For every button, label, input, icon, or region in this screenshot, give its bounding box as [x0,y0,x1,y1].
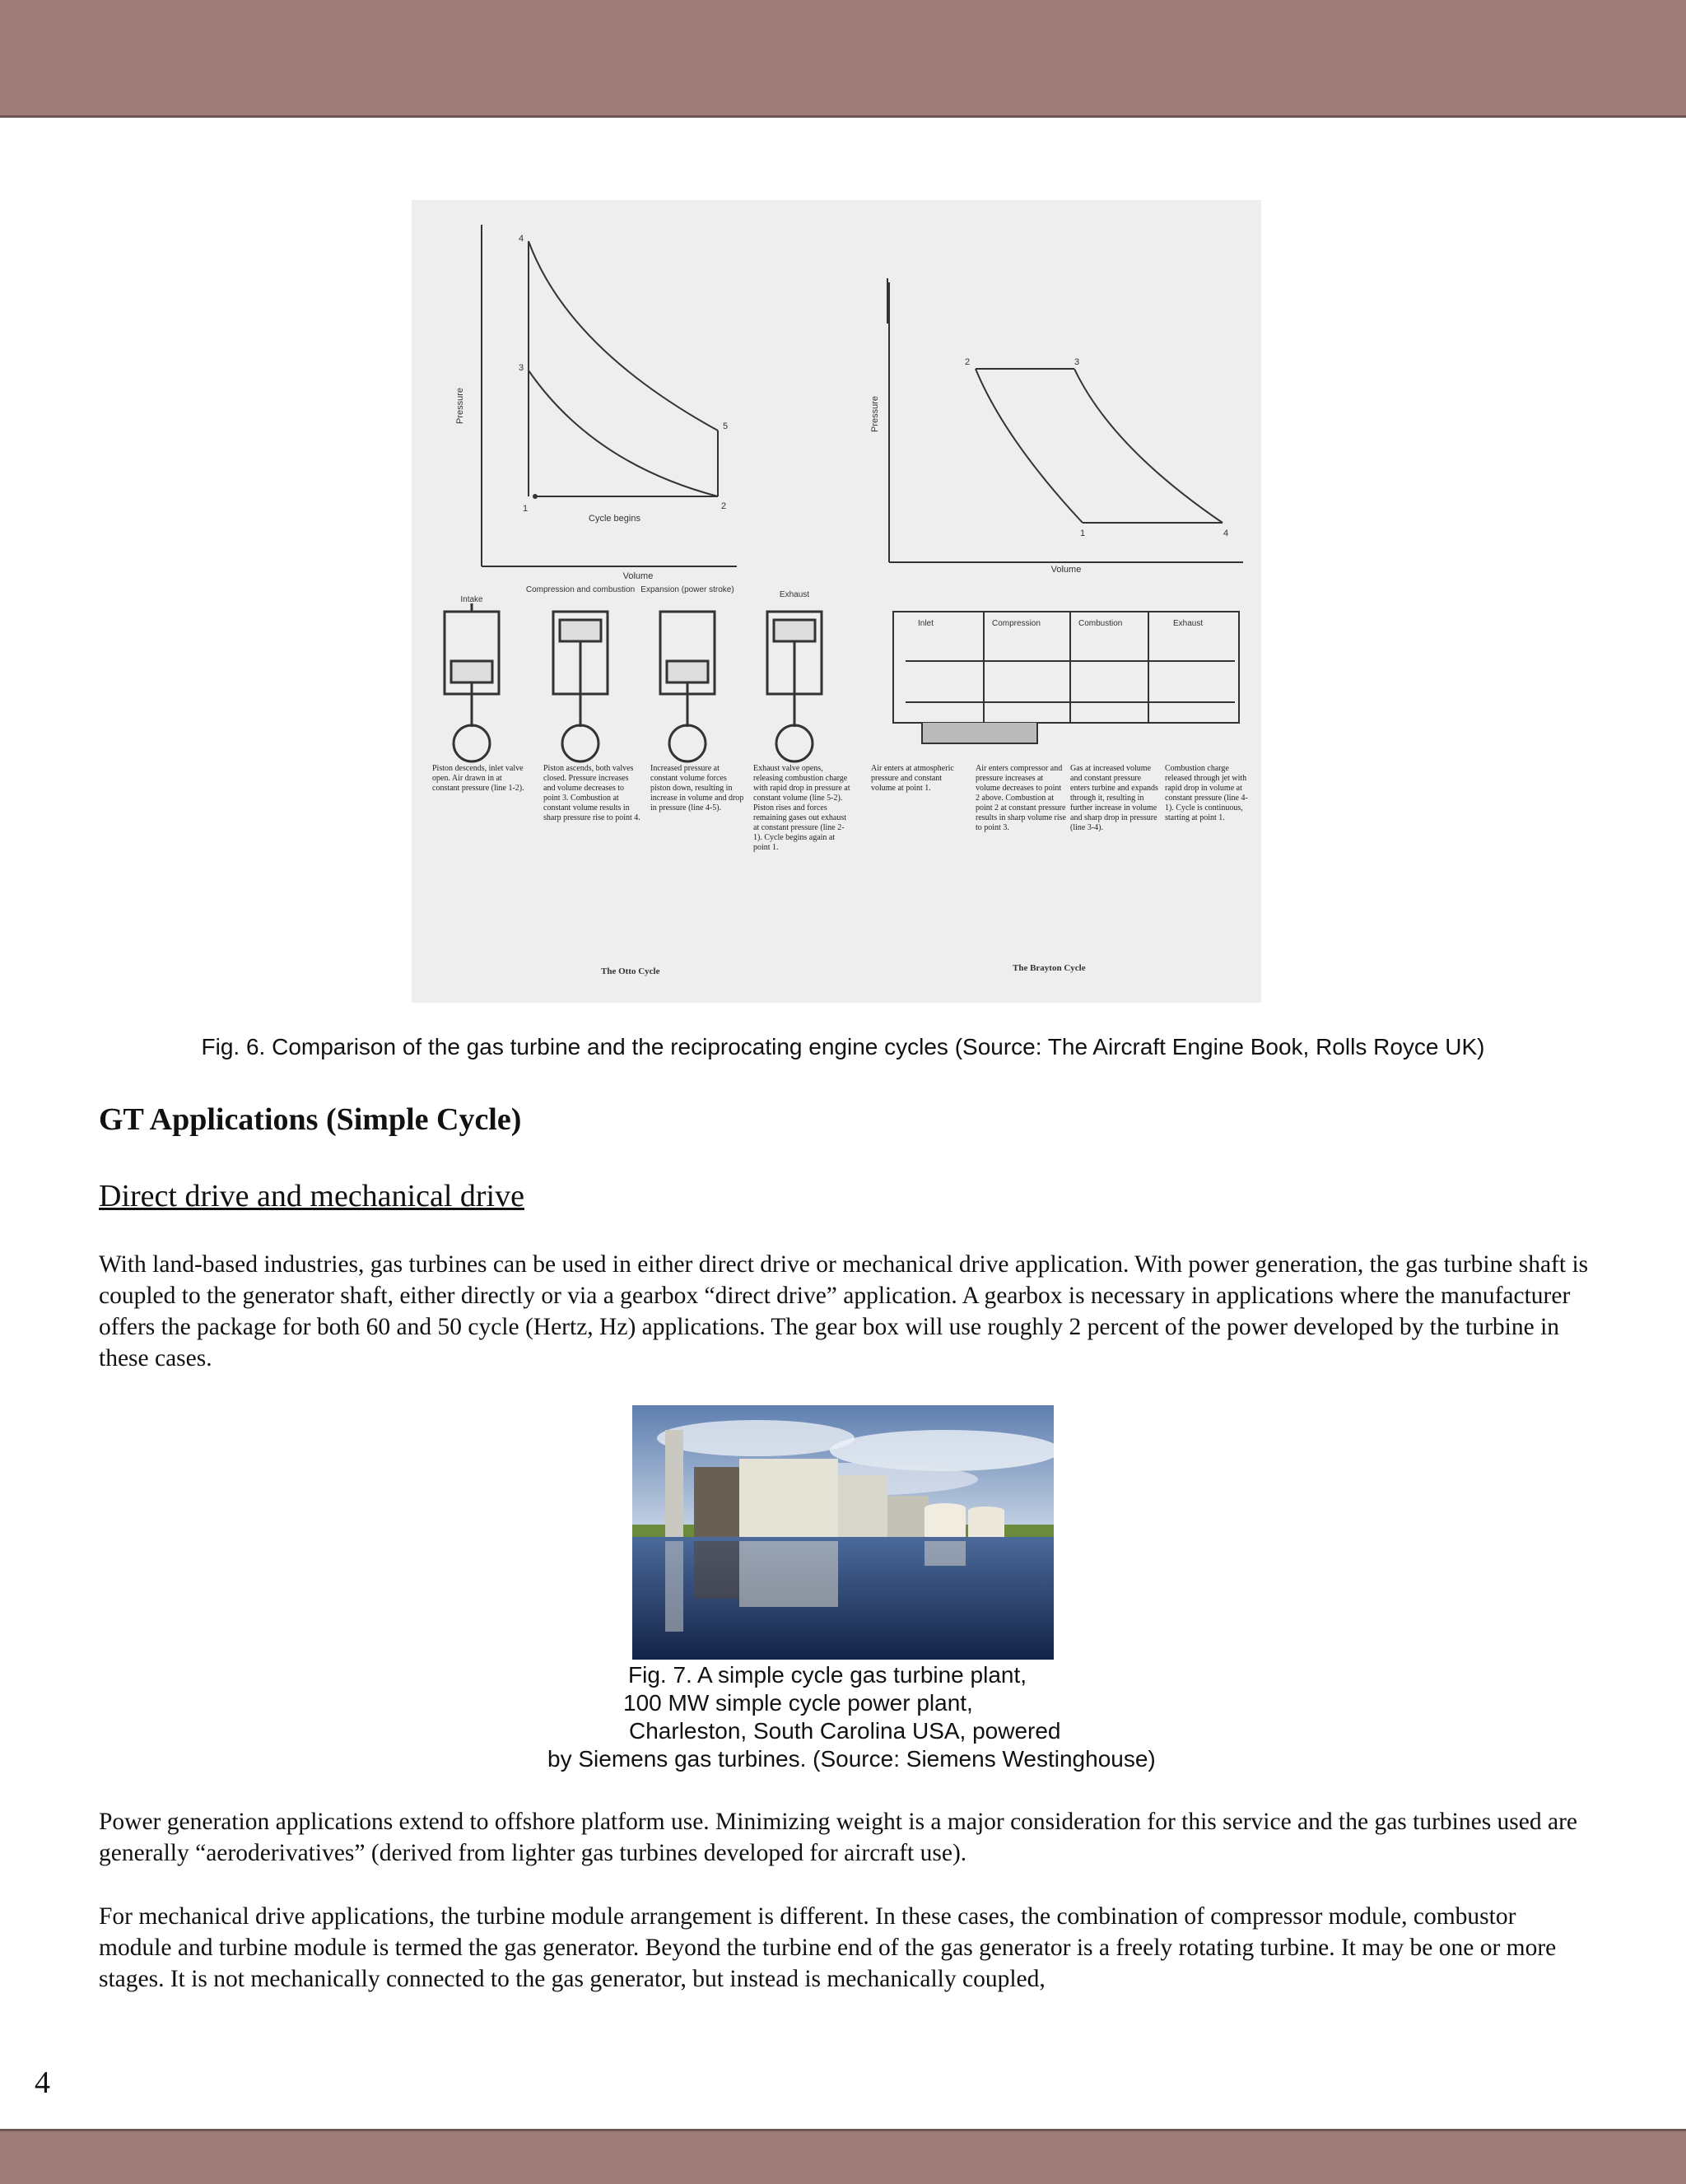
brayton-desc-1: Air enters at atmospheric pressure and constant volume at point 1. [871,764,954,793]
brayton-point-2: 2 [965,357,971,367]
paragraph-mechanical-drive: For mechanical drive applications, the turbine module arrangement is different. In these cases, the combination of compressor module, combustor module and turbine module is termed the gas generator. Beyond the turbine end of the gas generator is a freely rotating turbine. It may be one or more stages. It is not mechanically connected to the gas generator, but instead is mechanically coupled, [99,1903,1557,1992]
brayton-title: The Brayton Cycle [1013,963,1086,973]
otto-ylabel: Pressure [455,387,465,425]
brayton-point-4: 4 [1223,529,1229,538]
otto-stroke-expansion: Expansion (power stroke) [640,585,734,594]
otto-desc-2: Piston ascends, both valves closed. Pressure increases and volume decreases to point 3. Combustion at constant volume results in sharp pressure rise to point 4. [543,764,640,822]
figure-7-caption-line: 100 MW simple cycle power plant, [623,1690,973,1716]
otto-stroke-exhaust: Exhaust [779,590,810,599]
turbine-section-combustion: Combustion [1078,619,1123,628]
figure-7-caption-line: Fig. 7. A simple cycle gas turbine plant, [628,1662,1027,1688]
paragraph-direct-drive: With land-based industries, gas turbines can be used in either direct drive or mechanical drive application. With power generation, the gas turbine shaft is coupled to the generator shaft, either directly or via a gearbox “direct drive” application. A gearbox is necessary in applications where the manufacturer offers the package for both 60 and 50 cycle (Hertz, Hz) applications. The gear box will use roughly 2 percent of the power developed by the turbine in these cases. [99,1251,1589,1371]
otto-desc-3: Increased pressure at constant volume forces piston down, resulting in increase in volume and drop in pressure (line 4-5). [650,764,744,813]
otto-point-1: 1 [523,504,529,514]
brayton-xlabel: Volume [1050,565,1082,575]
header-band [0,0,1686,118]
brayton-desc-2: Air enters compressor and pressure increases at volume decreases to point 2 above. Combustion at point 2 at constant pressure results in sharp volume rise to point 3. [976,764,1066,832]
otto-point-4: 4 [519,234,524,244]
brayton-point-1: 1 [1080,529,1086,538]
otto-point-2: 2 [721,501,727,511]
page-number: 4 [35,2065,50,2100]
otto-desc-1: Piston descends, inlet valve open. Air drawn in at constant pressure (line 1-2). [432,764,524,793]
section-heading: GT Applications (Simple Cycle) [99,1102,522,1137]
otto-desc-4: Exhaust valve opens, releasing combustion charge with rapid drop in pressure at constant volume (line 5-2). Piston rises and forces remaining gases out exhaust at constant pressure (line 2-1). Cycle begins again at point 1. [753,764,850,852]
figure-7-caption-line: Charleston, South Carolina USA, powered [629,1718,1061,1744]
turbine-section-inlet: Inlet [918,619,934,628]
brayton-desc-4: Combustion charge released through jet with rapid drop in volume at constant pressure (line 4-1). Cycle is continuous, starting at point 1. [1165,764,1248,822]
paragraph-offshore: Power generation applications extend to offshore platform use. Minimizing weight is a major consideration for this service and the gas turbines used are generally “aeroderivatives” (derived from lighter gas turbines developed for aircraft use). [99,1809,1578,1866]
otto-point-3: 3 [519,363,524,373]
otto-cycle-begins: Cycle begins [589,514,640,524]
section-subheading: Direct drive and mechanical drive [99,1179,524,1213]
figure-6-cycle-comparison [412,200,1261,1003]
turbine-section-exhaust: Exhaust [1173,619,1204,628]
brayton-point-3: 3 [1074,357,1080,367]
figure-6-caption: Fig. 6. Comparison of the gas turbine and the reciprocating engine cycles (Source: The Aircraft Engine Book, Rolls Royce UK) [201,1034,1485,1059]
figure-7-caption-line: by Siemens gas turbines. (Source: Siemens Westinghouse) [547,1746,1156,1772]
figure-7-power-plant-photo [632,1405,1054,1660]
otto-stroke-intake: Intake [460,595,483,604]
footer-band [0,2129,1686,2184]
turbine-section-compression: Compression [992,619,1041,628]
otto-point-5: 5 [723,421,729,431]
otto-title: The Otto Cycle [601,966,660,976]
otto-stroke-compression: Compression and combustion [525,585,636,594]
brayton-desc-3: Gas at increased volume and constant pressure enters turbine and expands through it, resulting in further increase in volume and sharp drop in pressure (line 3-4). [1070,764,1158,832]
otto-xlabel: Volume [622,571,654,581]
brayton-ylabel: Pressure [870,395,880,433]
